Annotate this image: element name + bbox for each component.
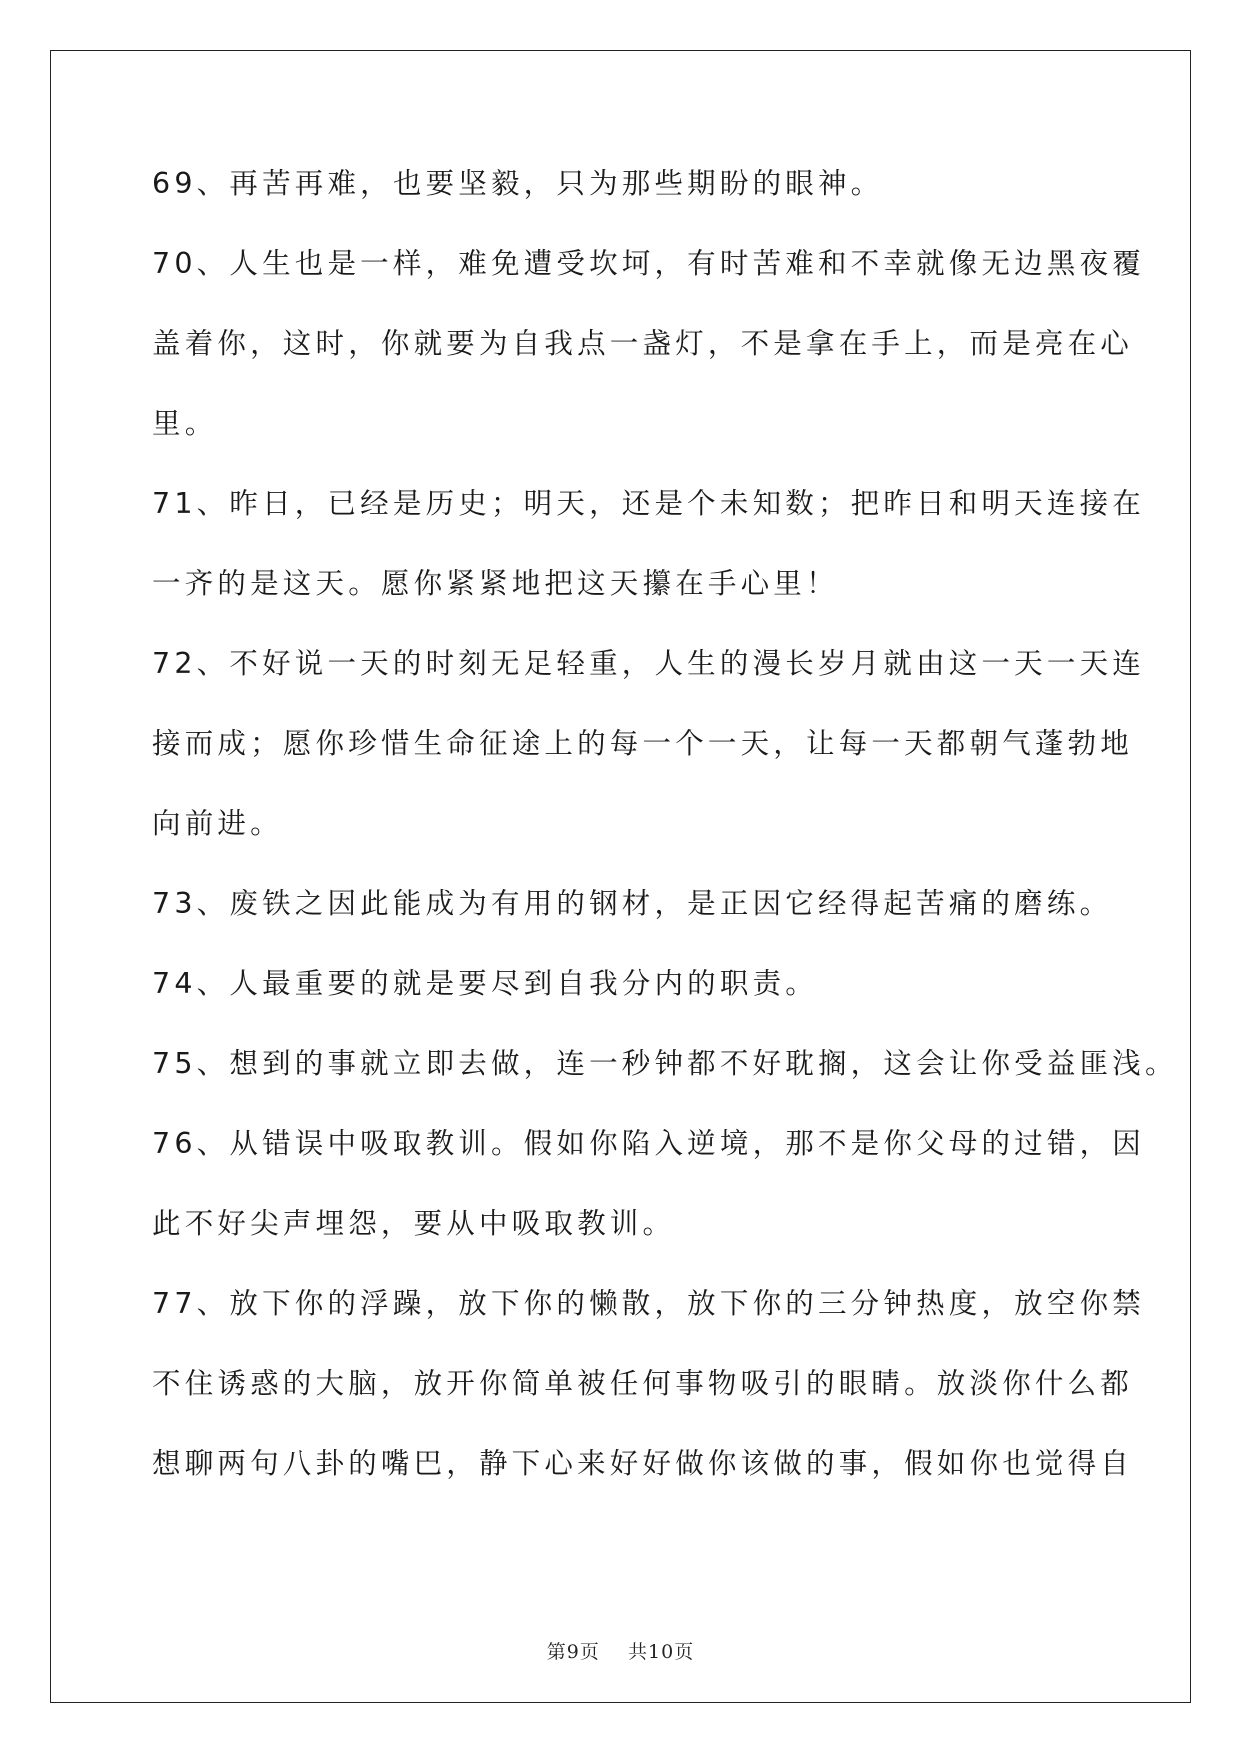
text-line: 接而成；愿你珍惜生命征途上的每一个一天，让每一天都朝气蓬勃地 <box>152 727 1134 760</box>
page-total: 共10页 <box>628 1641 695 1663</box>
text-line: 想聊两句八卦的嘴巴，静下心来好好做你该做的事，假如你也觉得自 <box>152 1447 1134 1480</box>
text-line: 74、人最重要的就是要尽到自我分内的职责。 <box>152 967 818 1000</box>
text-line: 70、人生也是一样，难免遭受坎坷，有时苦难和不幸就像无边黑夜覆 <box>152 247 1145 280</box>
page-number: 第9页 <box>546 1641 600 1663</box>
text-line: 71、昨日，已经是历史；明天，还是个未知数；把昨日和明天连接在 <box>152 487 1145 520</box>
text-line: 一齐的是这天。愿你紧紧地把这天攥在手心里！ <box>152 567 839 600</box>
text-line: 向前进。 <box>152 807 283 840</box>
text-line: 里。 <box>152 407 218 440</box>
text-line: 77、放下你的浮躁，放下你的懒散，放下你的三分钟热度，放空你禁 <box>152 1287 1145 1320</box>
text-line: 盖着你，这时，你就要为自我点一盏灯，不是拿在手上，而是亮在心 <box>152 327 1134 360</box>
text-line: 73、废铁之因此能成为有用的钢材，是正因它经得起苦痛的磨练。 <box>152 887 1113 920</box>
text-line: 72、不好说一天的时刻无足轻重，人生的漫长岁月就由这一天一天连 <box>152 647 1145 680</box>
text-line: 76、从错误中吸取教训。假如你陷入逆境，那不是你父母的过错，因 <box>152 1127 1145 1160</box>
document-body <box>152 160 1178 1520</box>
text-line: 此不好尖声埋怨，要从中吸取教训。 <box>152 1207 676 1240</box>
page-footer <box>0 1637 1241 1664</box>
text-line: 69、再苦再难，也要坚毅，只为那些期盼的眼神。 <box>152 167 884 200</box>
text-line: 75、想到的事就立即去做，连一秒钟都不好耽搁，这会让你受益匪浅。 <box>152 1047 1178 1080</box>
text-line: 不住诱惑的大脑，放开你简单被任何事物吸引的眼睛。放淡你什么都 <box>152 1367 1134 1400</box>
